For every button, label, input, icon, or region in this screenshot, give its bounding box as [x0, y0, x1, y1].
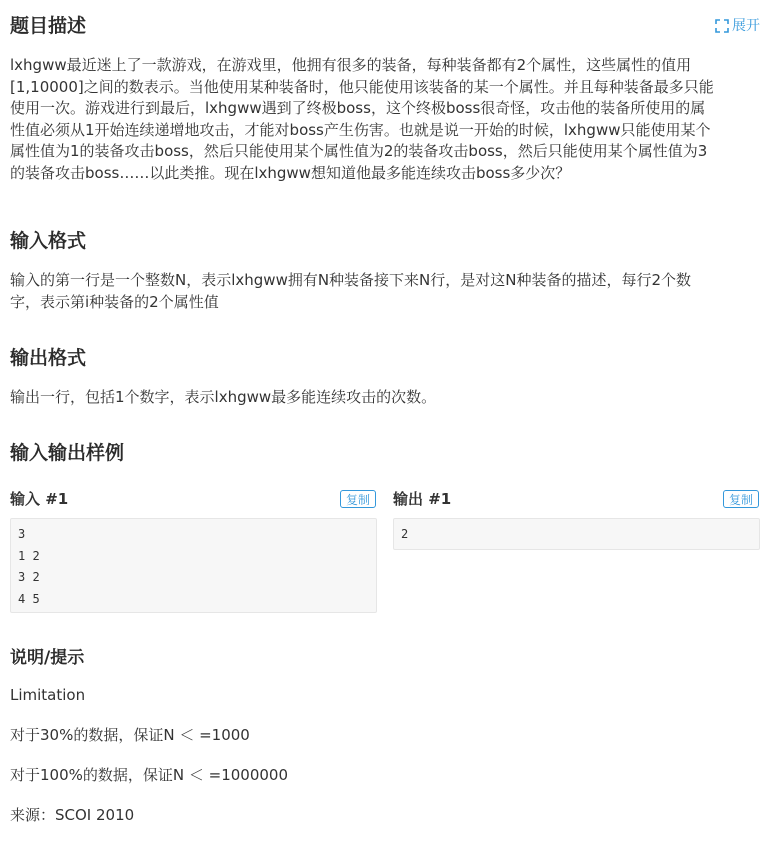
sample-output-line: 2 — [401, 527, 409, 541]
input-format-line: 字，表示第i种装备的2个属性值 — [10, 292, 219, 311]
sample-input-line: 3 2 — [18, 570, 40, 584]
description-line: 使用一次。游戏进行到最后，lxhgww遇到了终极boss，这个终极boss很奇怪，攻击他的装备所使用的属 — [10, 99, 706, 117]
description-line: [1,10000]之间的数表示。当他使用某种装备时，他只能使用该装备的某一个属性。并且每种装备最多只能 — [10, 77, 714, 96]
sample-input-line: 1 2 — [18, 548, 40, 563]
sample-input-box[interactable] — [10, 518, 377, 613]
input-format-line: 输入的第一行是一个整数N，表示lxhgww拥有N种装备接下来N行，是对这N种装备的描述，每行2个数 — [10, 271, 692, 289]
hints-title: 说明/提示 — [10, 648, 85, 668]
copy-output-button[interactable]: 复制 — [723, 490, 759, 508]
samples-title: 输入输出样例 — [10, 442, 125, 464]
expand-label: 展开 — [732, 18, 760, 34]
sample-output-label: 输出 #1 — [393, 490, 452, 508]
sample-input-label: 输入 #1 — [10, 490, 69, 508]
expand-icon — [715, 19, 729, 33]
output-format-line: 输出一行，包括1个数字，表示lxhgww最多能连续攻击的次数。 — [10, 388, 437, 406]
description-line: 的装备攻击boss……以此类推。现在lxhgww想知道他最多能连续攻击boss多少次？ — [10, 163, 571, 182]
output-format-text — [10, 387, 436, 409]
description-text — [10, 55, 714, 184]
hint-line: 对于100%的数据，保证N ＜ =1000000 — [10, 766, 289, 784]
expand-button[interactable] — [715, 17, 760, 35]
sample-output-box[interactable] — [393, 518, 760, 550]
input-format-title: 输入格式 — [10, 230, 87, 252]
sample-input-line: 4 5 — [18, 591, 40, 606]
sample-input-line: 3 — [18, 527, 26, 541]
description-title: 题目描述 — [10, 15, 87, 37]
hint-line: 对于30%的数据，保证N ＜ =1000 — [10, 726, 250, 744]
hint-source: 来源：SCOI 2010 — [10, 806, 135, 824]
hint-line: Limitation — [10, 686, 86, 704]
description-line: 性值必须从1开始连续递增地攻击，才能对boss产生伤害。也就是说一开始的时候，lxhgww只能使用某个 — [10, 120, 711, 139]
description-line: lxhgww最近迷上了一款游戏，在游戏里，他拥有很多的装备，每种装备都有2个属性，这些属性的值用 — [10, 56, 692, 74]
output-format-title: 输出格式 — [10, 347, 87, 369]
copy-input-button[interactable]: 复制 — [340, 490, 376, 508]
input-format-text — [10, 270, 691, 313]
description-line: 属性值为1的装备攻击boss，然后只能使用某个属性值为2的装备攻击boss，然后只能使用某个属性值为3 — [10, 142, 708, 160]
